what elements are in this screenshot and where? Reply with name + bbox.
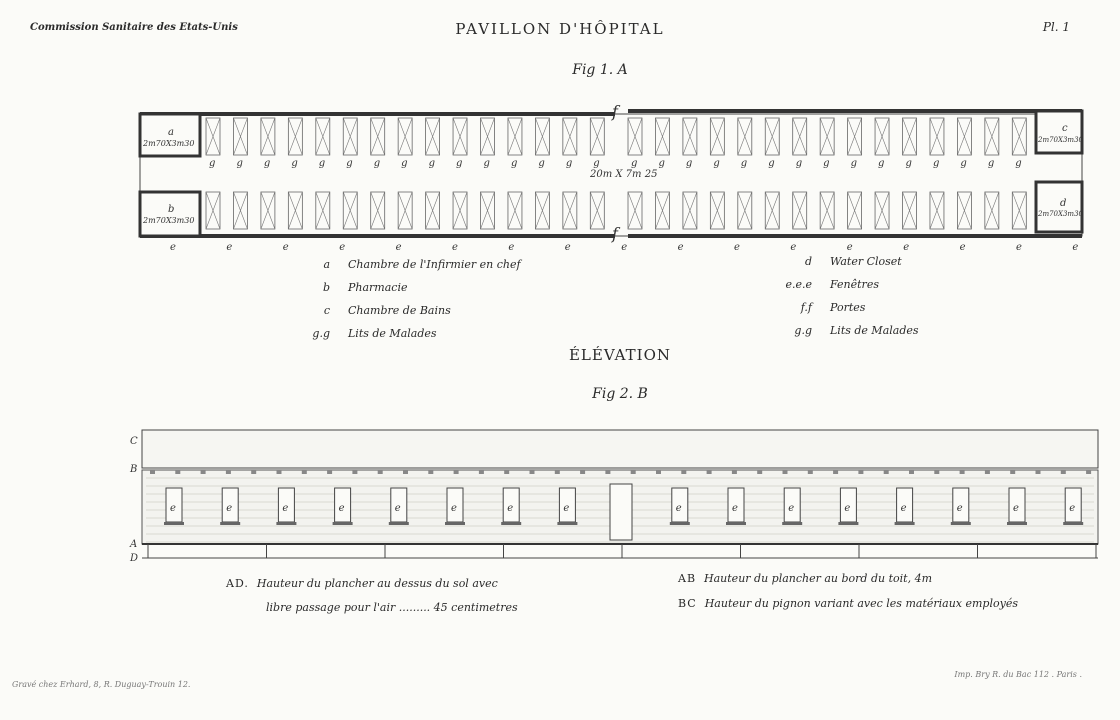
rafter-end (960, 470, 965, 474)
window-mark: e (282, 503, 289, 514)
window-sill (333, 522, 353, 525)
rafter-end (555, 470, 560, 474)
room-d-letter: d (1060, 198, 1067, 209)
window-sill (895, 522, 915, 525)
legend-item: g.g Lits de Malades (312, 327, 437, 340)
window-mark: e (956, 503, 963, 514)
commission-heading: Commission Sanitaire des Etats-Unis (30, 22, 238, 33)
rafter-end (302, 470, 307, 474)
bed-mark: g (428, 158, 436, 169)
elevation-title: ÉLÉVATION (568, 346, 672, 364)
window-mark: e (677, 242, 684, 253)
window-mark: e (452, 242, 458, 253)
window-sill (389, 522, 409, 525)
bed-mark: g (740, 158, 748, 169)
room-b-letter: b (168, 204, 175, 215)
printer-credit: Imp. Bry R. du Bac 112 . Paris . (954, 670, 1082, 679)
rafter-end (1061, 470, 1066, 474)
rafter-end (605, 470, 610, 474)
room-d (1036, 182, 1082, 232)
window-mark: e (507, 503, 514, 514)
legend-item: b Pharmacie (322, 281, 408, 294)
rafter-end (631, 470, 636, 474)
room-d-dims: 2m70X3m30 (1038, 210, 1083, 218)
rafter-end (1010, 470, 1015, 474)
bed-mark: g (263, 158, 271, 169)
level-label-a: A (130, 539, 138, 550)
bed-mark: g (538, 158, 545, 169)
bed-mark: g (878, 158, 885, 169)
window-mark: e (226, 242, 233, 253)
note-ad-line1: AD. Hauteur du plancher au dessus du sol avec (226, 577, 498, 590)
rafter-end (858, 470, 863, 474)
rafter-end (226, 470, 231, 474)
rafter-end (504, 470, 509, 474)
level-label-b: B (130, 464, 138, 475)
rafter-end (150, 470, 155, 474)
rafter-end (479, 470, 484, 474)
room-b-dims: 2m70X3m30 (143, 216, 195, 225)
bed-mark: g (905, 158, 912, 169)
window-mark: e (339, 242, 346, 253)
bed-mark: g (565, 158, 573, 169)
window-sill (445, 522, 465, 525)
elevation-drawing (129, 430, 1098, 564)
bed-mark: g (483, 158, 490, 169)
window-mark: e (903, 242, 910, 253)
roof-band (142, 430, 1098, 468)
rafter-end (884, 470, 889, 474)
window-mark: e (451, 503, 457, 514)
window-mark: e (508, 242, 515, 253)
bed-mark: g (932, 158, 940, 169)
room-c-dims: 2m70X3m30 (1038, 136, 1083, 144)
window-sill (782, 522, 802, 525)
bed-mark: g (236, 158, 243, 169)
bed-mark: g (401, 158, 408, 169)
plate-number: Pl. 1 (1042, 20, 1070, 34)
rafter-end (251, 470, 256, 474)
window-mark: e (394, 503, 401, 514)
rafter-end (808, 470, 813, 474)
engraver-credit: Gravé chez Erhard, 8, R. Duguay-Trouin 12. (12, 680, 191, 689)
window-mark: e (959, 242, 966, 253)
bed-mark: g (768, 158, 775, 169)
window-sill (670, 522, 690, 525)
legend-item: f.f Portes (800, 301, 866, 314)
window-sill (1063, 522, 1083, 525)
rafter-end (681, 470, 686, 474)
bed-rows (170, 118, 1078, 253)
window-mark: e (788, 503, 795, 514)
window-mark: e (734, 242, 740, 253)
window-mark: e (900, 503, 907, 514)
window-mark: e (170, 242, 176, 253)
note-ad-line2: libre passage pour l'air ......... 45 centimetres (266, 601, 518, 614)
rafter-end (833, 470, 838, 474)
bed-mark: g (658, 158, 665, 169)
bed-mark: g (346, 158, 353, 169)
legend-item: c Chambre de Bains (323, 304, 451, 317)
legend-item: e.e.e Fenêtres (785, 278, 879, 291)
room-a-letter: a (168, 127, 174, 138)
window-mark: e (790, 242, 797, 253)
legend-left (296, 253, 521, 345)
bed-mark: g (850, 158, 858, 169)
rafter-end (783, 470, 788, 474)
rafter-end (732, 470, 737, 474)
bed-mark: g (960, 158, 967, 169)
window-mark: e (170, 503, 176, 514)
figure-2-title: Fig 2. B (592, 386, 648, 402)
rafter-end (909, 470, 914, 474)
bed-mark: g (291, 158, 298, 169)
legend-item: g.g Lits de Malades (794, 324, 919, 337)
window-mark: e (621, 242, 628, 253)
rafter-end (175, 470, 180, 474)
room-c (1036, 111, 1082, 153)
window-mark: e (563, 503, 570, 514)
rafter-end (985, 470, 990, 474)
rafter-end (327, 470, 332, 474)
window-sill (276, 522, 296, 525)
room-c-letter: c (1062, 123, 1068, 134)
bed-mark: g (823, 158, 830, 169)
rafter-end (201, 470, 206, 474)
window-sill (557, 522, 577, 525)
rafter-end (352, 470, 357, 474)
legend-right (778, 250, 919, 342)
legend-item: d Water Closet (804, 255, 902, 268)
window-mark: e (675, 503, 682, 514)
foundation-piers (148, 544, 1096, 558)
bed-mark: g (209, 158, 216, 169)
rafter-end (428, 470, 433, 474)
rafter-end (1036, 470, 1041, 474)
rafter-end (934, 470, 939, 474)
bed-mark: g (713, 158, 720, 169)
center-door (610, 484, 632, 540)
rafter-end (277, 470, 282, 474)
level-label-c: C (130, 436, 138, 447)
window-mark: e (564, 242, 571, 253)
door-top-mark: f (612, 102, 618, 121)
window-sill (726, 522, 746, 525)
legend-item: a Chambre de l'Infirmier en chef (323, 258, 521, 271)
window-sill (164, 522, 184, 525)
window-sill (1007, 522, 1027, 525)
window-mark: e (844, 503, 851, 514)
rafter-end (454, 470, 459, 474)
rafter-end (403, 470, 408, 474)
door-bottom-mark: f (612, 224, 618, 243)
bed-mark: g (318, 158, 326, 169)
rafter-end (707, 470, 712, 474)
window-mark: e (846, 242, 853, 253)
rafter-end (378, 470, 383, 474)
window-mark: e (395, 242, 402, 253)
window-sill (501, 522, 521, 525)
rafter-end (1086, 470, 1091, 474)
window-mark: e (338, 503, 345, 514)
page-title: PAVILLON D'HÔPITAL (455, 20, 665, 38)
window-sill (951, 522, 971, 525)
room-a-dims: 2m70X3m30 (143, 139, 195, 148)
figure-1-title: Fig 1. A (572, 62, 628, 78)
floor-plan (140, 102, 1084, 253)
rafter-end (530, 470, 535, 474)
ward-dimensions: 20m X 7m 25 (590, 169, 658, 180)
bed-mark: g (795, 158, 803, 169)
window-mark: e (282, 242, 289, 253)
bed-mark: g (510, 158, 518, 169)
note-ab: AB Hauteur du plancher au bord du toit, 4m (678, 572, 932, 585)
bed-mark: g (373, 158, 381, 169)
window-mark: e (1013, 503, 1019, 514)
bed-mark: g (631, 158, 638, 169)
bed-mark: g (456, 158, 463, 169)
window-mark: e (226, 503, 233, 514)
rafter-end (580, 470, 585, 474)
bed-mark: g (593, 158, 600, 169)
bed-mark: g (987, 158, 995, 169)
bed-mark: g (685, 158, 693, 169)
window-mark: e (1069, 503, 1076, 514)
window-sill (838, 522, 858, 525)
window-mark: e (1072, 242, 1079, 253)
window-mark: e (732, 503, 738, 514)
rafter-end (656, 470, 661, 474)
window-sill (220, 522, 240, 525)
note-bc: BC Hauteur du pignon variant avec les matériaux employés (678, 597, 1018, 610)
level-label-d: D (130, 553, 139, 564)
rafter-end (757, 470, 762, 474)
bed-mark: g (1015, 158, 1022, 169)
window-mark: e (1016, 242, 1022, 253)
